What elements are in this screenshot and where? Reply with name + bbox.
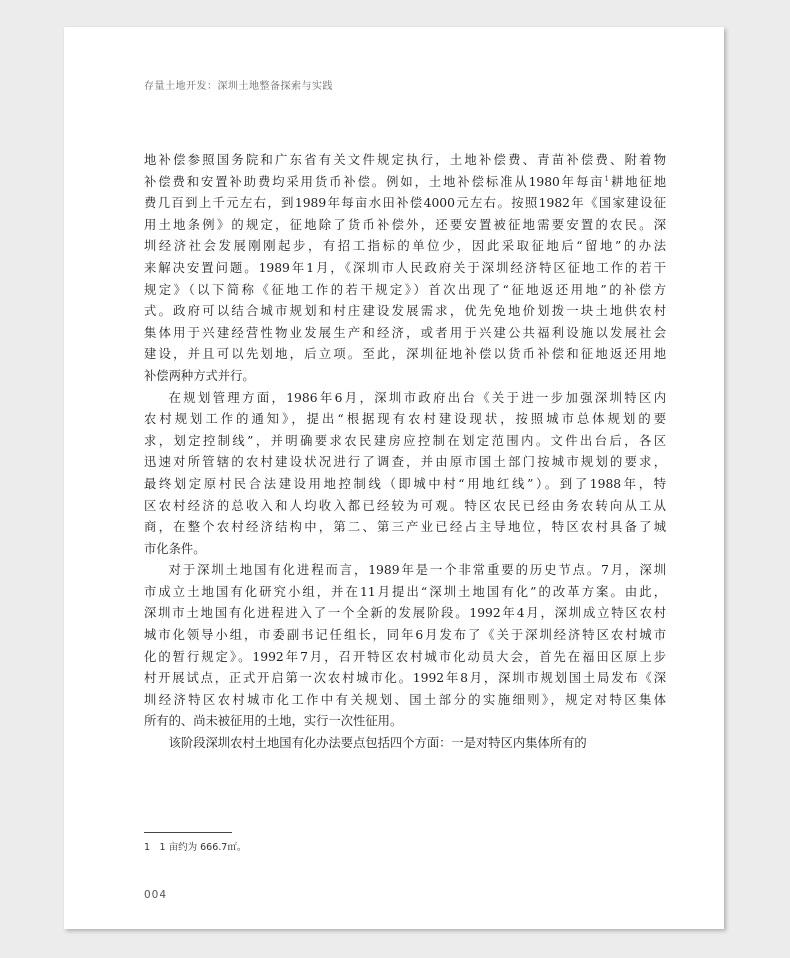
body-line: 规定》（以下简称《征地工作的若干规定》）首次出现了“征地返还用地”的补偿方 — [144, 282, 666, 297]
body-line: 该阶段深圳农村土地国有化办法要点包括四个方面：一是对特区内集体所有的 — [168, 736, 587, 751]
footnote-rule — [144, 832, 232, 833]
body-line: 村开展试点，正式开启第一次农村城市化。1992年8月，深圳市规划国土局发布《深 — [144, 671, 666, 686]
body-text-span: 补偿费和安置补助费均采用货币补偿。例如，土地补偿标准从1980年每亩 — [144, 174, 605, 189]
body-line: 对于深圳土地国有化进程而言，1989年是一个非常重要的历史节点。7月，深圳 — [168, 563, 666, 578]
body-line: 迅速对所管辖的农村建设状况进行了调查，并由原市国土部门按城市规划的要求， — [144, 455, 666, 470]
body-line: 市成立土地国有化研究小组，并在11月提出“深圳土地国有化”的改革方案。由此， — [144, 584, 666, 599]
body-line: 来解决安置问题。1989年1月，《深圳市人民政府关于深圳经济特区征地工作的若干 — [144, 260, 666, 275]
body-line: 集体用于兴建经营性物业发展生产和经济，或者用于兴建公共福利设施以发展社会 — [144, 325, 666, 340]
body-line — [144, 172, 666, 194]
body-line: 地补偿参照国务院和广东省有关文件规定执行，土地补偿费、青苗补偿费、附着物 — [144, 153, 666, 167]
body-line: 用土地条例》的规定，征地除了货币补偿外，还要安置被征地需要安置的农民。深 — [144, 217, 666, 232]
book-page — [64, 27, 724, 929]
body-line: 圳经济特区农村城市化工作中有关规划、国土部分的实施细则》，规定对特区集体 — [144, 692, 666, 707]
body-line: 市化条件。 — [144, 541, 206, 556]
body-line: 化的暂行规定》。1992年7月，召开特区农村城市化动员大会，首先在福田区原上步 — [144, 649, 666, 664]
footnote-marker: 1 — [604, 174, 610, 183]
body-line: 求，划定控制线”，并明确要求农民建房应控制在划定范围内。文件出台后，各区 — [144, 433, 666, 448]
body-line: 式。政府可以结合城市规划和村庄建设发展需求，优先免地价划拨一块土地供农村 — [144, 304, 666, 319]
body-line: 在规划管理方面，1986年6月，深圳市政府出台《关于进一步加强深圳特区内 — [168, 390, 666, 405]
body-line: 农村规划工作的通知》，提出“根据现有农村建设现状，按照城市总体规划的要 — [144, 412, 666, 427]
body-line: 所有的、尚未被征用的土地，实行一次性征用。 — [144, 714, 403, 729]
body-line: 费几百到上千元左右，到1989年每亩水田补偿4000元左右。按照1982年《国家建设征 — [144, 196, 666, 211]
body-line: 最终划定原村民合法建设用地控制线（即城中村“用地红线”）。到了1988年，特 — [144, 476, 666, 491]
body-line: 城市化领导小组，市委副书记任组长，同年6月发布了《关于深圳经济特区农村城市 — [144, 628, 666, 643]
body-line: 商，在整个农村经济结构中，第二、第三产业已经占主导地位，特区农村具备了城 — [144, 520, 666, 535]
footnote: 1 1 亩约为 666.7㎡。 — [144, 842, 247, 853]
body-line: 区农村经济的总收入和人均收入都已经较为可观。特区农民已经由务农转向从工从 — [144, 498, 666, 513]
body-line: 补偿两种方式并行。 — [144, 368, 255, 383]
body-text-span: 耕地征地 — [609, 174, 666, 189]
body-line: 圳经济社会发展刚刚起步，有招工指标的单位少，因此采取征地后“留地”的办法 — [144, 239, 666, 254]
body-text — [144, 150, 666, 755]
body-line: 深圳市土地国有化进程进入了一个全新的发展阶段。1992年4月，深圳成立特区农村 — [144, 606, 666, 621]
page-number: 004 — [144, 889, 168, 901]
body-line: 建设，并且可以先划地，后立项。至此，深圳征地补偿以货币补偿和征地返还用地 — [144, 347, 666, 362]
running-head: 存量土地开发：深圳土地整备探索与实践 — [144, 81, 333, 92]
